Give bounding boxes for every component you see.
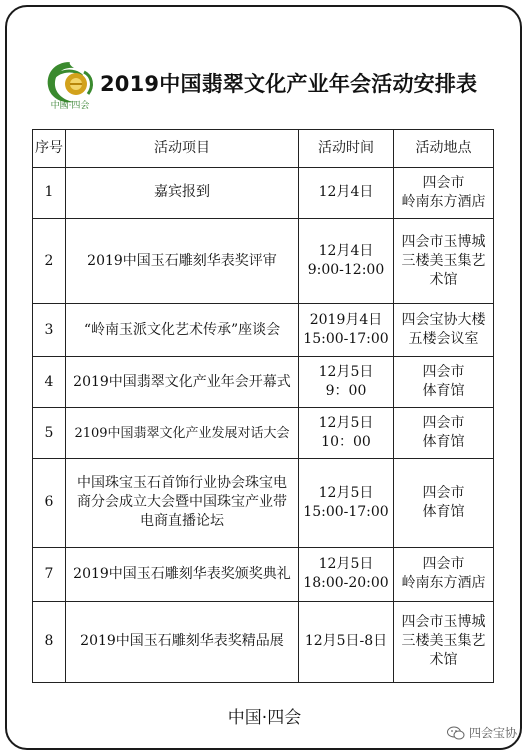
table-row [33,601,494,682]
row-activity: 2019中国玉石雕刻华表奖精品展 [66,601,299,682]
schedule-table [32,129,494,683]
row-activity: 2019中国玉石雕刻华表奖评审 [66,218,299,303]
page-title: 2019中国翡翠文化产业年会活动安排表 [100,72,478,96]
row-activity: “岭南玉派文化艺术传承”座谈会 [66,304,299,357]
row-time: 12月4日 [299,168,394,219]
row-time: 2019月4日 15:00-17:00 [299,304,394,357]
row-time: 12月5日 10：00 [299,408,394,459]
row-activity: 2019中国玉石雕刻华表奖颁奖典礼 [66,547,299,601]
row-place: 四会市玉博城 三楼美玉集艺 术馆 [394,601,494,682]
row-activity: 2109中国翡翠文化产业发展对话大会 [66,408,299,459]
column-header-no: 序号 [33,130,66,168]
row-no: 6 [33,459,66,548]
table-row [33,218,494,303]
wechat-watermark [447,724,517,741]
wechat-icon [447,726,465,740]
column-header-place: 活动地点 [394,130,494,168]
row-no: 5 [33,408,66,459]
column-header-time: 活动时间 [299,130,394,168]
row-place: 四会市 岭南东方酒店 [394,547,494,601]
row-activity: 中国珠宝玉石首饰行业协会珠宝电 商分会成立大会暨中国珠宝产业带 电商直播论坛 [66,459,299,548]
row-no: 7 [33,547,66,601]
row-place: 四会市 体育馆 [394,459,494,548]
row-time: 12月5日 15:00-17:00 [299,459,394,548]
row-no: 2 [33,218,66,303]
column-header-activity: 活动项目 [66,130,299,168]
row-place: 四会宝协大楼 五楼会议室 [394,304,494,357]
table-header-row [33,130,494,168]
table-row [33,459,494,548]
logo-caption: 中國·四会 [50,101,90,111]
table-row [33,357,494,408]
row-time: 12月4日 9:00-12:00 [299,218,394,303]
table-row [33,408,494,459]
row-activity: 2019中国翡翠文化产业年会开幕式 [66,357,299,408]
row-place: 四会市玉博城 三楼美玉集艺 术馆 [394,218,494,303]
footer-location: 中国·四会 [227,708,302,728]
row-no: 1 [33,168,66,219]
row-no: 8 [33,601,66,682]
row-no: 4 [33,357,66,408]
row-place: 四会市 岭南东方酒店 [394,168,494,219]
row-place: 四会市 体育馆 [394,408,494,459]
row-activity: 嘉宾报到 [66,168,299,219]
watermark-text: 四会宝协 [468,726,517,740]
row-time: 12月5日-8日 [299,601,394,682]
table-row [33,547,494,601]
row-place: 四会市 体育馆 [394,357,494,408]
row-time: 12月5日 9：00 [299,357,394,408]
row-no: 3 [33,304,66,357]
table-row [33,168,494,219]
table-row [33,304,494,357]
row-time: 12月5日 18:00-20:00 [299,547,394,601]
